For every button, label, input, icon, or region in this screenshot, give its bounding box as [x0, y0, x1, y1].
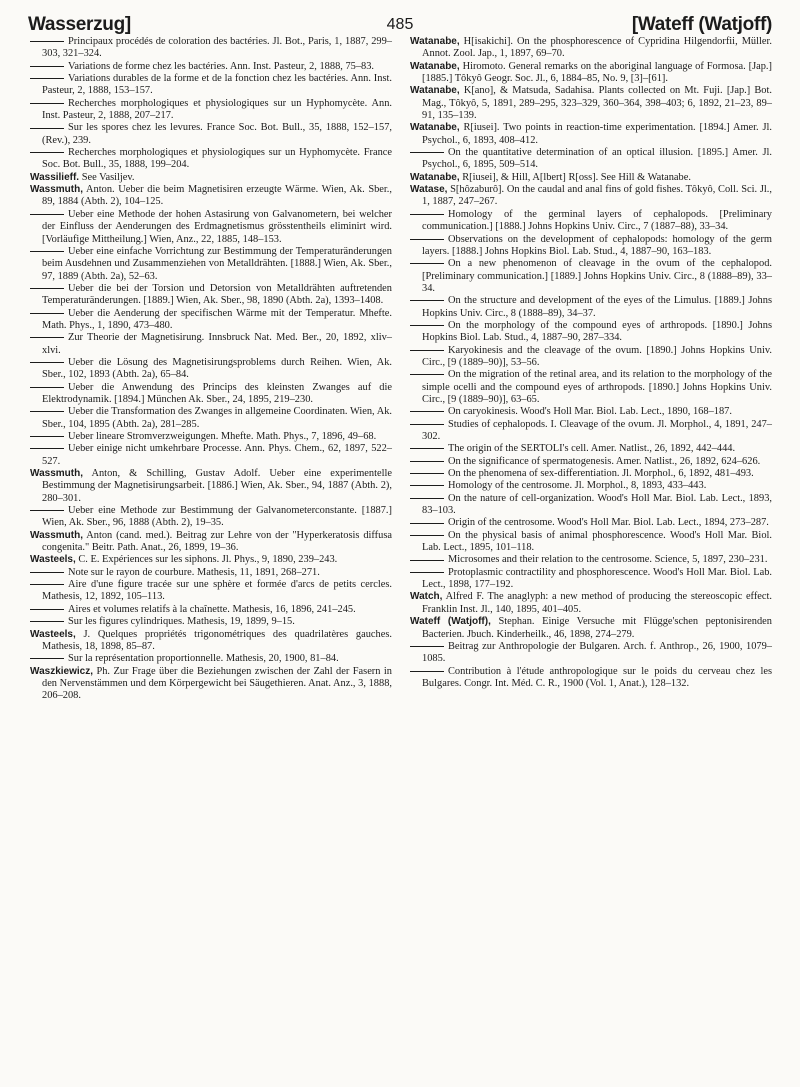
bibliography-entry	[30, 283, 392, 308]
bibliography-entry	[30, 406, 392, 431]
bibliography-entry	[410, 554, 772, 566]
ditto-dash	[30, 103, 64, 104]
entry-text: Homology of the germinal layers of cephalopods. [Preliminary communication.] [1888.] Johns Hopkins Univ. Circ., 7 (1887–88), 33–34.	[422, 208, 772, 233]
ditto-dash	[410, 671, 444, 672]
author-name: Wassmuth,	[30, 468, 83, 480]
bibliography-entry	[410, 36, 772, 61]
bibliography-entry	[30, 604, 392, 616]
ditto-dash	[410, 473, 444, 474]
ditto-dash	[410, 263, 444, 264]
ditto-dash	[410, 214, 444, 215]
bibliography-entry	[410, 666, 772, 691]
page-number: 485	[386, 16, 414, 33]
entry-text: Ueber eine Methode zur Bestimmung der Galvanometerconstante. [1887.] Wien, Ak. Sber., 96, 1888 (Abth. 2), 19–35.	[42, 505, 392, 529]
bibliography-entry	[410, 369, 772, 406]
entry-text: Anton, & Schilling, Gustav Adolf. Ueber eine experimentelle Bestimmung der Magnetisirungsarbeit. [1886.] Wien, Ak. Sber., 94, 1887 (Abth. 2), 280–301.	[42, 468, 392, 504]
ditto-dash	[410, 461, 444, 462]
ditto-dash	[30, 411, 64, 412]
bibliography-entry	[30, 431, 392, 443]
bibliography-entry	[410, 591, 772, 616]
ditto-dash	[410, 300, 444, 301]
entry-text: Zur Theorie der Magnetisirung. Innsbruck Nat. Med. Ber., 20, 1892, xliv–xlvi.	[42, 332, 392, 356]
bibliography-entry	[410, 85, 772, 122]
bibliography-entry	[410, 258, 772, 295]
right-column	[410, 36, 772, 690]
bibliography-entry	[30, 184, 392, 209]
bibliography-entry	[410, 184, 772, 209]
entry-text: Ueber lineare Stromverzweigungen. Mhefte. Math. Phys., 7, 1896, 49–68.	[68, 431, 377, 442]
author-name: Watanabe,	[410, 85, 460, 97]
entry-text: R[iusei]. Two points in reaction-time experimentation. [1894.] Amer. Jl. Psychol., 6, 1893, 408–412.	[422, 122, 772, 146]
bibliography-entry	[30, 122, 392, 147]
entry-text: Note sur le rayon de courbure. Mathesis, 11, 1891, 268–271.	[68, 566, 320, 578]
author-name: Watanabe,	[410, 60, 460, 72]
entry-text: Stephan. Einige Versuche mit Flügge'schen peptonisirenden Bacterien. Jbuch. Kinderheilk., 46, 1898, 274–279.	[422, 616, 772, 640]
ditto-dash	[30, 510, 64, 511]
left-column	[30, 36, 392, 703]
entry-text: R[iusei], & Hill, A[lbert] R[oss]. See Hill & Watanabe.	[462, 171, 691, 183]
ditto-dash	[30, 66, 64, 67]
ditto-dash	[30, 362, 64, 363]
bibliography-entry	[410, 122, 772, 147]
bibliography-entry	[30, 530, 392, 555]
bibliography-entry	[30, 332, 392, 357]
entry-text: On caryokinesis. Wood's Holl Mar. Biol. Lab. Lect., 1890, 168–187.	[448, 406, 732, 418]
ditto-dash	[30, 621, 64, 622]
author-name: Wassmuth,	[30, 529, 83, 541]
ditto-dash	[30, 572, 64, 573]
ditto-dash	[30, 387, 64, 388]
author-name: Wassmuth,	[30, 184, 83, 196]
bibliography-entry	[30, 61, 392, 73]
entry-text: On the structure and development of the eyes of the Limulus. [1889.] Johns Hopkins Univ. Circ., 8 (1888–89), 34–37.	[422, 295, 772, 319]
entry-text: Origin of the centrosome. Wood's Holl Mar. Biol. Lab. Lect., 1894, 273–287.	[448, 517, 769, 529]
ditto-dash	[410, 325, 444, 326]
ditto-dash	[410, 560, 444, 561]
ditto-dash	[30, 214, 64, 215]
ditto-dash	[30, 288, 64, 289]
bibliography-entry	[30, 443, 392, 468]
bibliography-entry	[30, 505, 392, 530]
entry-text: Ueber einige nicht umkehrbare Processe. Ann. Phys. Chem., 62, 1897, 522–527.	[42, 443, 392, 467]
bibliography-entry	[410, 320, 772, 345]
entry-text: Recherches morphologiques et physiologiques sur un Hyphomycète. France Soc. Bot. Bull., 35, 1888, 199–204.	[42, 147, 392, 171]
entry-text: Anton. Ueber die beim Magnetisiren erzeugte Wärme. Wien, Ak. Sber., 89, 1884 (Abth. 2), 104–125.	[42, 184, 392, 208]
entry-text: Ueber die Lösung des Magnetisirungsproblems durch Reihen. Wien, Ak. Sber., 102, 1893 (Abth. 2a), 65–84.	[42, 356, 392, 381]
bibliography-entry	[30, 172, 392, 184]
entry-text: J. Quelques propriétés trigonométriques des quadrilatères gauches. Mathesis, 18, 1898, 85–87.	[42, 628, 392, 652]
bibliography-entry	[30, 554, 392, 566]
bibliography-entry	[410, 419, 772, 444]
bibliography-entry	[30, 616, 392, 628]
bibliography-entry	[410, 345, 772, 370]
ditto-dash	[30, 584, 64, 585]
author-name: Wassilieff.	[30, 171, 80, 183]
entry-text: Variations durables de la forme et de la fonction chez les bactéries. Ann. Inst. Pasteur, 2, 1888, 153–157.	[42, 73, 392, 97]
ditto-dash	[410, 646, 444, 647]
entry-text: S[hôzaburô]. On the caudal and anal fins of gold fishes. Tôkyô, Coll. Sci. Jl., 1, 1887, 247–267.	[422, 184, 772, 208]
entry-text: On a new phenomenon of cleavage in the ovum of the cephalopod. [Preliminary communication.] [1889.] Johns Hopkins Univ. Circ., 8 (1888–89), 33–34.	[422, 258, 772, 294]
entry-text: Sur la représentation proportionnelle. Mathesis, 20, 1900, 81–84.	[68, 653, 339, 665]
bibliography-entry	[410, 209, 772, 234]
ditto-dash	[30, 41, 64, 42]
entry-text: On the nature of cell-organization. Wood's Holl Mar. Biol. Lab. Lect., 1893, 83–103.	[422, 492, 772, 517]
entry-text: Ueber die bei der Torsion und Detorsion von Metalldrähten auftretenden Temperaturänderungen. [1889.] Wien, Ak. Sber., 98, 1890 (Abth. 2a), 1393–1408.	[42, 282, 392, 307]
author-name: Wateff (Watjoff),	[410, 616, 491, 628]
ditto-dash	[410, 572, 444, 573]
bibliography-entry	[30, 209, 392, 246]
entry-text: Studies of cephalopods. I. Cleavage of the ovum. Jl. Morphol., 4, 1891, 247–302.	[422, 418, 772, 442]
entry-text: Ueber die Transformation des Zwanges in allgemeine Coordinaten. Wien, Ak. Sber., 104, 1895 (Abth. 2a), 281–285.	[42, 406, 392, 430]
entry-text: Hiromoto. General remarks on the aboriginal language of Formosa. [Jap.] [1885.] Tôkyô Geogr. Soc. Jl., 6, 1884–85, No. 9, [3]–[61].	[422, 60, 772, 85]
ditto-dash	[410, 374, 444, 375]
bibliography-entry	[410, 295, 772, 320]
ditto-dash	[30, 337, 64, 338]
bibliography-entry	[30, 567, 392, 579]
bibliography-entry	[410, 480, 772, 492]
entry-text: C. E. Expériences sur les siphons. Jl. Phys., 9, 1890, 239–243.	[78, 554, 338, 566]
entry-text: Principaux procédés de coloration des bactéries. Jl. Bot., Paris, 1, 1887, 299–303, 321–324.	[42, 36, 392, 60]
ditto-dash	[410, 350, 444, 351]
bibliography-entry	[410, 234, 772, 259]
bibliography-entry	[30, 73, 392, 98]
entry-text: Anton (cand. med.). Beitrag zur Lehre von der "Hyperkeratosis diffusa congenita." Beitr. Path. Anat., 26, 1899, 19–36.	[42, 529, 392, 554]
author-name: Watanabe,	[410, 171, 460, 183]
entry-text: Ueber die Anwendung des Princips des kleinsten Zwanges auf die Elektrodynamik. [1894.] München Ak. Sber., 24, 1895, 219–230.	[42, 381, 392, 405]
bibliography-entry	[30, 653, 392, 665]
ditto-dash	[410, 424, 444, 425]
ditto-dash	[410, 152, 444, 153]
bibliography-entry	[30, 382, 392, 407]
ditto-dash	[30, 436, 64, 437]
ditto-dash	[410, 448, 444, 449]
header-left: Wasserzug]	[28, 14, 131, 35]
bibliography-entry	[30, 666, 392, 703]
bibliography-entry	[410, 468, 772, 480]
entry-text: Ueber eine einfache Vorrichtung zur Bestimmung der Temperaturänderungen beim Ausdehnen und Zusammenziehen von Metalldrähten. [1888.] Wien, Ak. Sber., 97, 1889 (Abth. 2a), 52–63.	[42, 245, 392, 282]
bibliography-entry	[410, 443, 772, 455]
bibliography-entry	[410, 493, 772, 518]
bibliography-entry	[410, 172, 772, 184]
entry-text: Protoplasmic contractility and phosphorescence. Wood's Holl Mar. Biol. Lab. Lect., 1898, 177–192.	[422, 566, 772, 591]
ditto-dash	[410, 485, 444, 486]
bibliography-entry	[410, 61, 772, 86]
author-name: Watase,	[410, 184, 448, 196]
entry-text: Recherches morphologiques et physiologiques sur un Hyphomycète. Ann. Inst. Pasteur, 2, 1888, 207–217.	[42, 97, 392, 122]
bibliography-entry	[410, 567, 772, 592]
entry-text: On the migration of the retinal area, and its relation to the morphology of the simple ocelli and the compound eyes of arthropods. [1890.] Johns Hopkins Univ. Circ., [9 (1889–90)], 63–65.	[422, 369, 772, 405]
bibliography-entry	[30, 98, 392, 123]
entry-text: K[ano], & Matsuda, Sadahisa. Plants collected on Mt. Fuji. [Jap.] Bot. Mag., Tôkyô, 5, 1891, 289–295, 323–329, 360–364, 398–403; 6, 1892, 21–23, 89–91, 135–139.	[422, 85, 772, 122]
bibliography-entry	[410, 406, 772, 418]
ditto-dash	[30, 658, 64, 659]
header-right: [Wateff (Watjoff)	[631, 14, 772, 35]
entry-text: Ueber die Aenderung der specifischen Wärme mit der Temperatur. Mhefte. Math. Phys., 1, 1890, 473–480.	[42, 307, 392, 331]
bibliography-entry	[410, 641, 772, 666]
entry-text: Karyokinesis and the cleavage of the ovum. [1890.] Johns Hopkins Univ. Circ., [9 (1889–90)], 53–56.	[422, 344, 772, 368]
entry-text: On the significance of spermatogenesis. Amer. Natlist., 26, 1892, 624–626.	[448, 455, 761, 467]
author-name: Watanabe,	[410, 122, 460, 134]
bibliography-entry	[30, 357, 392, 382]
entry-text: Ueber eine Methode der hohen Astasirung von Galvanometern, bei welcher der Einfluss der Aenderungen des Erdmagnetismus grösstentheils eliminirt wird. [Vorläufige Mittheilung.] Wien, Anz., 22, 1885, 148–153.	[42, 208, 392, 245]
entry-text: Contribution à l'étude anthropologique sur le poids du cerveau chez les Bulgares. Congr. Int. Méd. C. R., 1900 (Vol. 1, Anat.), 128–132.	[422, 665, 772, 689]
author-name: Watch,	[410, 591, 443, 603]
bibliography-entry	[30, 147, 392, 172]
ditto-dash	[30, 78, 64, 79]
author-name: Wasteels,	[30, 628, 76, 640]
entry-text: Aires et volumes relatifs à la chaînette. Mathesis, 16, 1896, 241–245.	[68, 603, 356, 615]
entry-text: H[isakichi]. On the phosphorescence of Cypridina Hilgendorfii, Müller. Annot. Zool. Jap., 1, 1897, 69–70.	[422, 36, 772, 60]
entry-text: Sur les spores chez les levures. France Soc. Bot. Bull., 35, 1888, 152–157, (Rev.), 239.	[42, 122, 392, 146]
ditto-dash	[30, 448, 64, 449]
bibliography-entry	[30, 579, 392, 604]
entry-text: Aire d'une figure tracée sur une sphère et formée d'arcs de petits cercles. Mathesis, 12, 1892, 105–113.	[42, 579, 392, 603]
ditto-dash	[30, 609, 64, 610]
bibliography-entry	[30, 308, 392, 333]
ditto-dash	[410, 239, 444, 240]
bibliography-entry	[410, 517, 772, 529]
bibliography-entry	[30, 36, 392, 61]
ditto-dash	[30, 152, 64, 153]
bibliography-entry	[410, 616, 772, 641]
entry-text: Alfred F. The anaglyph: a new method of producing the stereoscopic effect. Franklin Inst. Jl., 140, 1895, 401–405.	[422, 591, 772, 615]
entry-text: See Vasiljev.	[81, 171, 135, 183]
author-name: Watanabe,	[410, 36, 460, 47]
bibliography-entry	[410, 456, 772, 468]
ditto-dash	[410, 523, 444, 524]
ditto-dash	[410, 535, 444, 536]
author-name: Waszkiewicz,	[30, 665, 93, 677]
bibliography-entry	[30, 629, 392, 654]
entry-text: Homology of the centrosome. Jl. Morphol., 8, 1893, 433–443.	[448, 480, 707, 492]
bibliography-entry	[410, 147, 772, 172]
entry-text: On the quantitative determination of an optical illusion. [1895.] Amer. Jl. Psychol., 6, 1895, 509–514.	[422, 147, 772, 171]
ditto-dash	[30, 251, 64, 252]
entry-text: Variations de forme chez les bactéries. Ann. Inst. Pasteur, 2, 1888, 75–83.	[68, 60, 375, 72]
ditto-dash	[30, 128, 64, 129]
entry-text: On the physical basis of animal phosphorescence. Wood's Holl Mar. Biol. Lab. Lect., 1895, 101–118.	[422, 529, 772, 554]
entry-text: Beitrag zur Anthropologie der Bulgaren. Arch. f. Anthrop., 26, 1900, 1079–1085.	[422, 640, 772, 665]
entry-text: Observations on the development of cephalopods: homology of the germ layers. [1888.] Johns Hopkins Biol. Lab. Stud., 4, 1887–90, 163–183.	[422, 233, 772, 257]
bibliography-entry	[30, 246, 392, 283]
bibliography-entry	[410, 530, 772, 555]
entry-text: The origin of the SERTOLI's cell. Amer. Natlist., 26, 1892, 442–444.	[448, 443, 736, 455]
entry-text: Ph. Zur Frage über die Beziehungen zwischen der Zahl der Fasern in den Nervenstämmen und dem Körpergewicht bei Säugethieren. Anat. Anz., 3, 1888, 206–208.	[42, 665, 392, 702]
entry-text: Sur les figures cylindriques. Mathesis, 19, 1899, 9–15.	[68, 616, 295, 628]
ditto-dash	[30, 313, 64, 314]
bibliography-entry	[30, 468, 392, 505]
ditto-dash	[410, 411, 444, 412]
entry-text: Microsomes and their relation to the centrosome. Science, 5, 1897, 230–231.	[448, 554, 768, 566]
ditto-dash	[410, 498, 444, 499]
entry-text: On the phenomena of sex-differentiation. Jl. Morphol., 6, 1892, 481–493.	[448, 468, 754, 480]
entry-text: On the morphology of the compound eyes of arthropods. [1890.] Johns Hopkins Biol. Lab. Stud., 4, 1887–90, 287–334.	[422, 319, 772, 344]
author-name: Wasteels,	[30, 554, 76, 566]
